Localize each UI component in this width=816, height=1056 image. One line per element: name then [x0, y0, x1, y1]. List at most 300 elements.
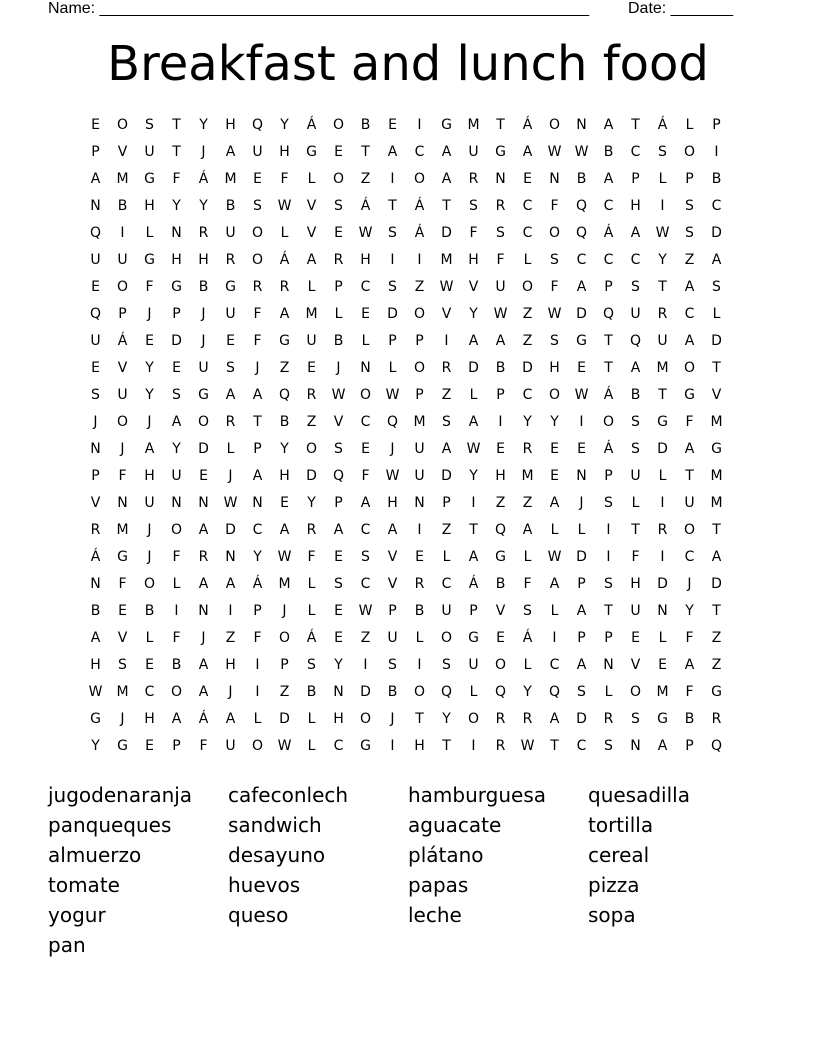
grid-letter: Z: [711, 657, 722, 673]
grid-letter: P: [253, 441, 262, 457]
grid-letter: A: [684, 657, 695, 673]
grid-letter: J: [120, 711, 125, 727]
grid-letter: T: [253, 414, 262, 430]
grid-letter: Á: [117, 333, 128, 349]
grid-letter: Á: [603, 387, 614, 403]
grid-letter: P: [604, 279, 613, 295]
grid-letter: O: [683, 144, 696, 160]
grid-letter: C: [522, 198, 533, 214]
grid-letter: A: [198, 522, 209, 538]
grid-letter: W: [277, 549, 292, 565]
grid-letter: O: [359, 711, 372, 727]
grid-letter: W: [385, 387, 400, 403]
grid-letter: G: [711, 684, 722, 700]
grid-letter: S: [442, 657, 451, 673]
grid-letter: I: [660, 549, 665, 565]
grid-letter: Q: [251, 117, 264, 133]
grid-letter: E: [253, 171, 262, 187]
grid-letter: I: [471, 495, 476, 511]
grid-letter: A: [711, 252, 722, 268]
grid-letter: D: [522, 360, 533, 376]
grid-letter: T: [631, 117, 640, 133]
grid-letter: D: [711, 576, 722, 592]
grid-letter: R: [711, 711, 722, 727]
grid-letter: B: [711, 171, 722, 187]
grid-letter: T: [469, 522, 478, 538]
grid-letter: I: [417, 252, 422, 268]
grid-letter: S: [307, 657, 316, 673]
grid-letter: E: [226, 333, 235, 349]
grid-letter: A: [576, 657, 587, 673]
grid-letter: W: [277, 198, 292, 214]
grid-letter: J: [147, 549, 152, 565]
grid-letter: J: [93, 414, 98, 430]
grid-letter: V: [333, 414, 344, 430]
grid-letter: Y: [523, 414, 532, 430]
grid-letter: E: [631, 630, 640, 646]
grid-letter: C: [360, 279, 371, 295]
grid-letter: T: [550, 738, 559, 754]
grid-letter: T: [388, 198, 397, 214]
grid-letter: I: [120, 225, 125, 241]
grid-letter: N: [333, 684, 344, 700]
grid-letter: L: [307, 603, 316, 619]
grid-letter: A: [684, 279, 695, 295]
grid-letter: F: [550, 279, 559, 295]
grid-letter: C: [603, 198, 614, 214]
grid-letter: I: [255, 684, 260, 700]
grid-letter: O: [548, 117, 561, 133]
word-list-item: papas: [408, 873, 469, 897]
grid-letter: H: [549, 360, 560, 376]
grid-letter: I: [417, 117, 422, 133]
grid-letter: O: [116, 414, 129, 430]
grid-letter: S: [631, 414, 640, 430]
grid-letter: B: [171, 657, 182, 673]
grid-letter: A: [576, 279, 587, 295]
grid-letter: S: [523, 603, 532, 619]
grid-letter: U: [630, 306, 641, 322]
grid-letter: G: [90, 711, 101, 727]
grid-letter: I: [417, 657, 422, 673]
grid-letter: A: [360, 495, 371, 511]
grid-letter: F: [631, 549, 640, 565]
grid-letter: U: [441, 603, 452, 619]
grid-letter: E: [334, 144, 343, 160]
grid-letter: I: [174, 603, 179, 619]
grid-letter: G: [306, 144, 317, 160]
grid-letter: J: [228, 684, 233, 700]
grid-letter: J: [147, 306, 152, 322]
word-list-item: plátano: [408, 843, 484, 867]
grid-letter: O: [602, 414, 615, 430]
word-list-item: panqueques: [48, 813, 172, 837]
grid-letter: C: [333, 738, 344, 754]
grid-letter: N: [171, 225, 182, 241]
grid-letter: Q: [575, 198, 588, 214]
grid-letter: Z: [441, 522, 452, 538]
grid-letter: U: [387, 630, 398, 646]
grid-letter: N: [576, 468, 587, 484]
grid-letter: A: [252, 468, 263, 484]
grid-letter: E: [199, 468, 208, 484]
grid-letter: A: [603, 171, 614, 187]
grid-letter: P: [388, 333, 397, 349]
grid-letter: G: [657, 711, 668, 727]
grid-letter: L: [307, 711, 316, 727]
grid-letter: G: [198, 387, 209, 403]
grid-letter: L: [550, 603, 559, 619]
grid-letter: M: [521, 468, 534, 484]
grid-letter: L: [307, 576, 316, 592]
grid-letter: U: [144, 495, 155, 511]
grid-letter: Y: [523, 684, 532, 700]
grid-letter: Z: [522, 306, 533, 322]
grid-letter: W: [493, 306, 508, 322]
grid-letter: E: [145, 657, 154, 673]
grid-letter: M: [116, 171, 129, 187]
grid-letter: S: [604, 576, 613, 592]
grid-letter: H: [387, 495, 398, 511]
grid-letter: S: [361, 549, 370, 565]
grid-letter: Z: [684, 252, 695, 268]
grid-letter: U: [90, 252, 101, 268]
grid-letter: T: [685, 468, 694, 484]
grid-letter: P: [334, 279, 343, 295]
grid-letter: P: [685, 738, 694, 754]
grid-letter: B: [576, 171, 587, 187]
grid-letter: L: [307, 171, 316, 187]
grid-letter: W: [574, 144, 589, 160]
grid-letter: B: [144, 603, 155, 619]
grid-letter: U: [657, 333, 668, 349]
grid-letter: N: [495, 171, 506, 187]
grid-letter: R: [603, 711, 614, 727]
grid-letter: M: [116, 684, 129, 700]
grid-letter: Á: [198, 171, 209, 187]
grid-letter: Á: [522, 117, 533, 133]
grid-letter: U: [468, 657, 479, 673]
grid-letter: N: [603, 657, 614, 673]
word-list-item: jugodenaranja: [48, 783, 193, 807]
grid-letter: E: [334, 603, 343, 619]
grid-letter: V: [117, 144, 128, 160]
grid-letter: J: [390, 441, 395, 457]
grid-letter: A: [441, 144, 452, 160]
grid-letter: W: [520, 738, 535, 754]
grid-letter: H: [630, 198, 641, 214]
grid-letter: E: [577, 441, 586, 457]
grid-row: [82, 571, 730, 598]
grid-letter: W: [466, 441, 481, 457]
grid-letter: P: [604, 630, 613, 646]
grid-row: [82, 544, 730, 571]
grid-letter: T: [631, 522, 640, 538]
grid-letter: R: [522, 711, 533, 727]
grid-letter: A: [225, 144, 236, 160]
grid-letter: Y: [145, 360, 154, 376]
grid-letter: O: [116, 117, 129, 133]
grid-row: [82, 463, 730, 490]
grid-letter: Á: [603, 225, 614, 241]
grid-letter: G: [468, 630, 479, 646]
grid-letter: C: [603, 252, 614, 268]
grid-letter: W: [655, 225, 670, 241]
grid-letter: Y: [172, 441, 181, 457]
grid-letter: S: [469, 198, 478, 214]
grid-letter: W: [547, 549, 562, 565]
grid-letter: L: [658, 468, 667, 484]
grid-letter: P: [118, 306, 127, 322]
word-list-item: tortilla: [588, 813, 654, 837]
grid-letter: J: [201, 306, 206, 322]
grid-letter: F: [523, 576, 532, 592]
grid-letter: Y: [172, 198, 181, 214]
grid-letter: I: [471, 738, 476, 754]
grid-letter: J: [201, 333, 206, 349]
word-list-item: aguacate: [408, 813, 502, 837]
grid-row: [82, 112, 730, 139]
grid-letter: B: [333, 333, 344, 349]
grid-row: [82, 490, 730, 517]
grid-letter: D: [657, 441, 668, 457]
grid-letter: B: [225, 198, 236, 214]
grid-letter: A: [198, 684, 209, 700]
grid-letter: Q: [440, 684, 453, 700]
grid-letter: E: [118, 603, 127, 619]
grid-letter: J: [255, 360, 260, 376]
grid-letter: Á: [414, 198, 425, 214]
grid-letter: Y: [199, 117, 208, 133]
grid-letter: Y: [658, 252, 667, 268]
grid-letter: H: [630, 576, 641, 592]
grid-letter: F: [307, 549, 316, 565]
grid-letter: V: [441, 306, 452, 322]
grid-letter: A: [657, 738, 668, 754]
grid-letter: M: [305, 306, 318, 322]
grid-letter: Á: [414, 225, 425, 241]
grid-letter: H: [333, 711, 344, 727]
grid-letter: O: [251, 225, 264, 241]
grid-letter: Á: [252, 576, 263, 592]
grid-letter: L: [334, 306, 343, 322]
grid-letter: C: [360, 414, 371, 430]
grid-letter: B: [360, 117, 371, 133]
grid-letter: A: [279, 306, 290, 322]
grid-letter: D: [657, 576, 668, 592]
grid-letter: O: [683, 522, 696, 538]
grid-letter: Z: [495, 495, 506, 511]
grid-letter: V: [306, 225, 317, 241]
grid-letter: M: [440, 252, 453, 268]
grid-letter: V: [306, 198, 317, 214]
grid-letter: F: [685, 684, 694, 700]
grid-letter: D: [171, 333, 182, 349]
grid-letter: L: [145, 225, 154, 241]
grid-letter: Q: [575, 225, 588, 241]
grid-letter: Q: [548, 684, 561, 700]
grid-letter: A: [576, 603, 587, 619]
grid-letter: F: [280, 171, 289, 187]
grid-letter: A: [387, 522, 398, 538]
grid-letter: E: [91, 360, 100, 376]
grid-letter: A: [522, 522, 533, 538]
grid-letter: D: [306, 468, 317, 484]
grid-letter: M: [710, 414, 723, 430]
grid-letter: P: [388, 603, 397, 619]
grid-letter: E: [334, 630, 343, 646]
grid-letter: U: [414, 468, 425, 484]
grid-letter: H: [144, 468, 155, 484]
word-list-item: yogur: [48, 903, 106, 927]
grid-letter: H: [225, 657, 236, 673]
word-list-item: cafeconlech: [228, 783, 349, 807]
grid-letter: L: [550, 522, 559, 538]
grid-letter: T: [658, 279, 667, 295]
grid-letter: I: [606, 522, 611, 538]
grid-letter: S: [658, 144, 667, 160]
grid-letter: L: [307, 279, 316, 295]
grid-letter: G: [279, 333, 290, 349]
grid-letter: Q: [494, 684, 507, 700]
grid-letter: L: [307, 738, 316, 754]
grid-letter: N: [90, 576, 101, 592]
grid-letter: V: [711, 387, 722, 403]
grid-letter: V: [117, 360, 128, 376]
grid-letter: P: [631, 171, 640, 187]
grid-letter: M: [656, 684, 669, 700]
grid-letter: V: [117, 630, 128, 646]
grid-letter: S: [253, 198, 262, 214]
grid-letter: H: [225, 117, 236, 133]
grid-letter: Y: [442, 711, 451, 727]
grid-letter: Y: [199, 198, 208, 214]
grid-letter: A: [468, 333, 479, 349]
grid-letter: R: [495, 738, 506, 754]
grid-row: [82, 301, 730, 328]
grid-letter: P: [91, 468, 100, 484]
grid-letter: L: [577, 522, 586, 538]
grid-letter: Q: [629, 333, 642, 349]
grid-letter: E: [145, 738, 154, 754]
grid-letter: Z: [306, 414, 317, 430]
grid-letter: O: [467, 711, 480, 727]
grid-letter: E: [496, 630, 505, 646]
grid-letter: U: [306, 333, 317, 349]
grid-letter: U: [198, 360, 209, 376]
grid-letter: G: [144, 252, 155, 268]
grid-letter: I: [417, 522, 422, 538]
grid-letter: L: [712, 306, 721, 322]
grid-letter: S: [550, 333, 559, 349]
grid-letter: Y: [334, 657, 343, 673]
grid-letter: H: [414, 738, 425, 754]
grid-letter: S: [604, 738, 613, 754]
grid-letter: I: [390, 171, 395, 187]
grid-letter: N: [549, 171, 560, 187]
grid-letter: J: [579, 495, 584, 511]
grid-letter: U: [630, 603, 641, 619]
grid-letter: C: [144, 684, 155, 700]
grid-letter: U: [630, 468, 641, 484]
grid-letter: N: [576, 117, 587, 133]
grid-letter: D: [387, 306, 398, 322]
grid-letter: H: [144, 198, 155, 214]
grid-letter: E: [307, 360, 316, 376]
grid-letter: Á: [306, 117, 317, 133]
grid-letter: N: [657, 603, 668, 619]
grid-letter: B: [603, 144, 614, 160]
grid-row: [82, 409, 730, 436]
grid-letter: R: [657, 306, 668, 322]
grid-letter: Z: [414, 279, 425, 295]
grid-letter: D: [360, 684, 371, 700]
grid-letter: L: [361, 333, 370, 349]
grid-letter: U: [117, 387, 128, 403]
grid-letter: W: [385, 468, 400, 484]
word-list-item: hamburguesa: [408, 783, 547, 807]
grid-letter: O: [116, 279, 129, 295]
grid-letter: U: [225, 738, 236, 754]
grid-letter: O: [170, 522, 183, 538]
grid-letter: P: [415, 387, 424, 403]
grid-letter: P: [577, 576, 586, 592]
grid-letter: Y: [145, 387, 154, 403]
grid-letter: T: [604, 603, 613, 619]
grid-letter: H: [495, 468, 506, 484]
grid-letter: Á: [90, 549, 101, 565]
grid-letter: A: [279, 522, 290, 538]
grid-letter: S: [442, 414, 451, 430]
grid-letter: O: [251, 252, 264, 268]
grid-letter: R: [468, 171, 479, 187]
grid-letter: G: [495, 144, 506, 160]
grid-letter: I: [390, 252, 395, 268]
grid-letter: E: [361, 441, 370, 457]
grid-letter: G: [360, 738, 371, 754]
grid-letter: J: [201, 630, 206, 646]
grid-letter: T: [712, 603, 721, 619]
grid-letter: A: [225, 576, 236, 592]
grid-letter: G: [225, 279, 236, 295]
grid-letter: S: [604, 495, 613, 511]
grid-letter: C: [576, 738, 587, 754]
grid-row: [82, 193, 730, 220]
grid-letter: E: [388, 117, 397, 133]
grid-row: [82, 220, 730, 247]
grid-letter: R: [441, 360, 452, 376]
grid-letter: A: [90, 630, 101, 646]
grid-letter: C: [576, 252, 587, 268]
grid-letter: E: [550, 468, 559, 484]
grid-letter: P: [496, 387, 505, 403]
grid-letter: N: [90, 441, 101, 457]
grid-letter: Z: [711, 630, 722, 646]
grid-letter: T: [172, 144, 181, 160]
grid-letter: R: [333, 252, 344, 268]
grid-letter: E: [91, 279, 100, 295]
grid-letter: C: [414, 144, 425, 160]
grid-letter: T: [658, 387, 667, 403]
grid-letter: U: [414, 441, 425, 457]
grid-letter: A: [441, 171, 452, 187]
grid-letter: I: [660, 495, 665, 511]
grid-letter: P: [253, 603, 262, 619]
grid-letter: Q: [710, 738, 723, 754]
grid-letter: C: [684, 549, 695, 565]
grid-letter: E: [334, 225, 343, 241]
grid-letter: A: [711, 549, 722, 565]
